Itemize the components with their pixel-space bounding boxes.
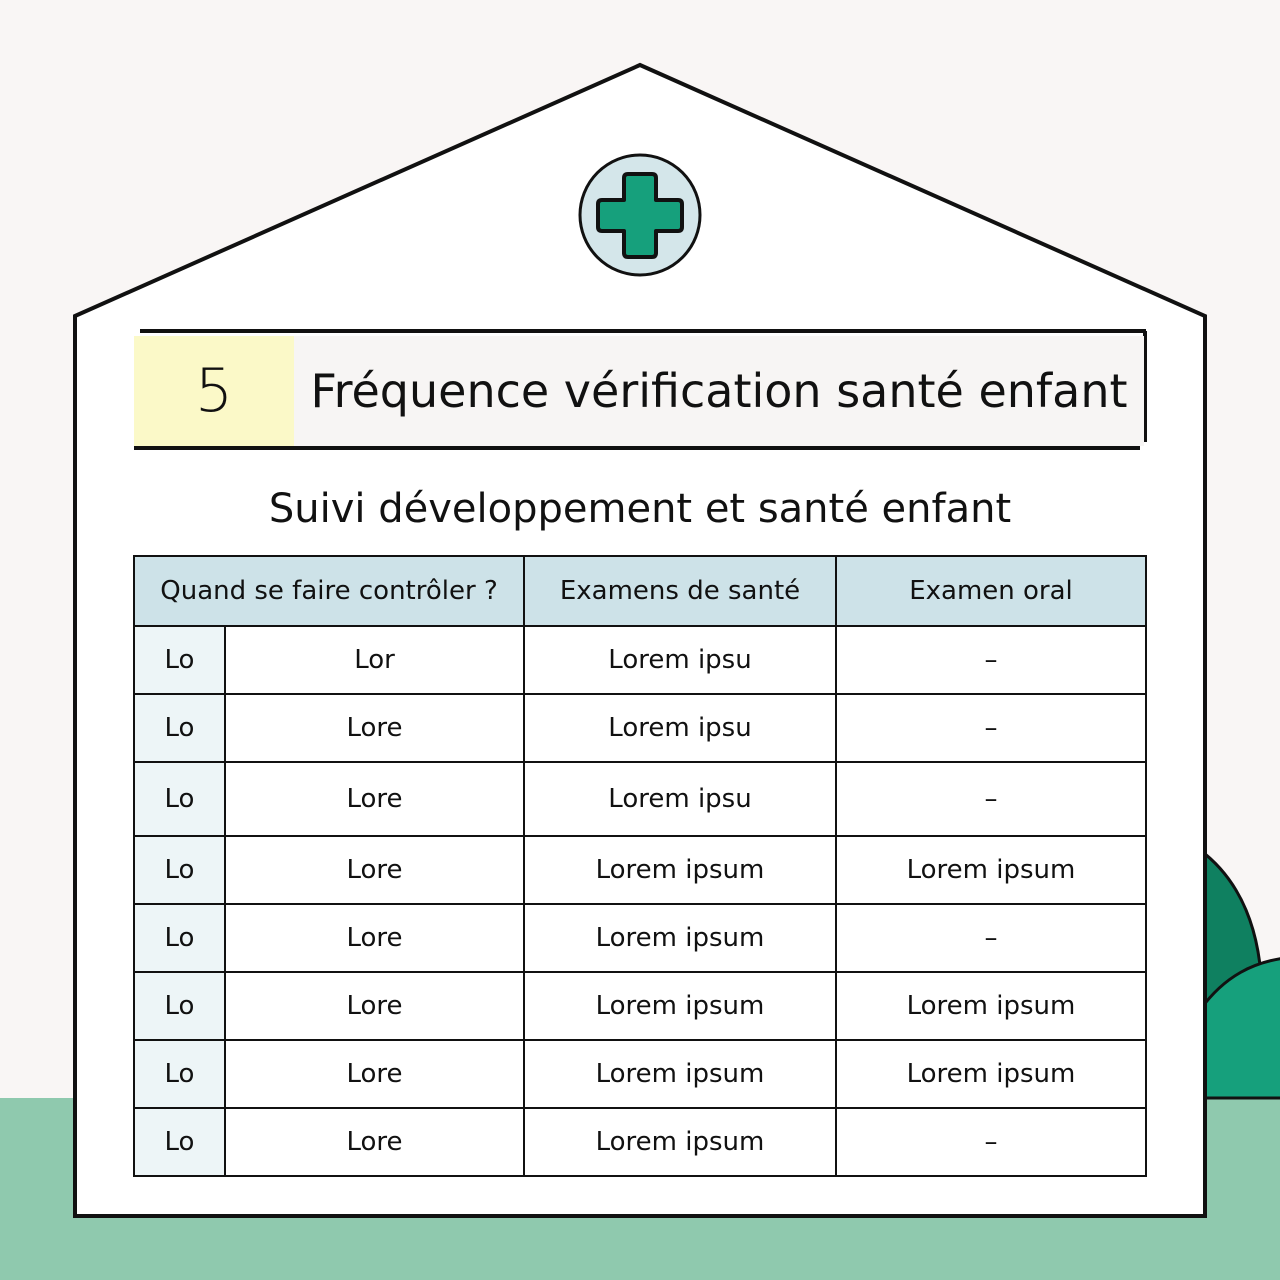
row-age-cell: Lo [134,904,225,972]
row-age-cell: Lo [134,972,225,1040]
table-row [134,762,1146,836]
row-oral-exam-cell: – [836,904,1146,972]
row-age-cell: Lo [134,1040,225,1108]
table-row [134,836,1146,904]
checkup-schedule-table [133,555,1147,1177]
row-oral-exam-cell: Lorem ipsum [836,972,1146,1040]
row-age-cell: Lo [134,694,225,762]
row-health-exam-cell: Lorem ipsum [524,1108,836,1176]
page-title: Fréquence vérification santé enfant [294,336,1144,446]
row-when-cell: Lore [225,762,524,836]
row-oral-exam-cell: – [836,762,1146,836]
row-health-exam-cell: Lorem ipsu [524,762,836,836]
header-banner [134,330,1146,448]
table-row [134,1040,1146,1108]
row-age-cell: Lo [134,626,225,694]
row-oral-exam-cell: – [836,626,1146,694]
row-when-cell: Lore [225,694,524,762]
row-health-exam-cell: Lorem ipsum [524,904,836,972]
row-when-cell: Lore [225,1040,524,1108]
row-age-cell: Lo [134,836,225,904]
row-when-cell: Lore [225,836,524,904]
row-when-cell: Lor [225,626,524,694]
table-row [134,972,1146,1040]
row-oral-exam-cell: – [836,694,1146,762]
row-when-cell: Lore [225,972,524,1040]
column-header-health-exams: Examens de santé [524,556,836,626]
column-header-when: Quand se faire contrôler ? [134,556,524,626]
column-header-oral-exam: Examen oral [836,556,1146,626]
row-health-exam-cell: Lorem ipsum [524,1040,836,1108]
table-caption: Suivi développement et santé enfant [268,486,1012,532]
table-header-row [134,556,1146,626]
row-oral-exam-cell: Lorem ipsum [836,836,1146,904]
row-oral-exam-cell: Lorem ipsum [836,1040,1146,1108]
row-oral-exam-cell: – [836,1108,1146,1176]
row-health-exam-cell: Lorem ipsum [524,836,836,904]
section-number: 5 [134,336,294,446]
medical-cross-icon [580,155,700,275]
row-age-cell: Lo [134,762,225,836]
table-row [134,694,1146,762]
row-when-cell: Lore [225,904,524,972]
row-age-cell: Lo [134,1108,225,1176]
row-health-exam-cell: Lorem ipsu [524,626,836,694]
table-row [134,904,1146,972]
row-health-exam-cell: Lorem ipsu [524,694,836,762]
row-when-cell: Lore [225,1108,524,1176]
row-health-exam-cell: Lorem ipsum [524,972,836,1040]
table-row [134,626,1146,694]
table-row [134,1108,1146,1176]
